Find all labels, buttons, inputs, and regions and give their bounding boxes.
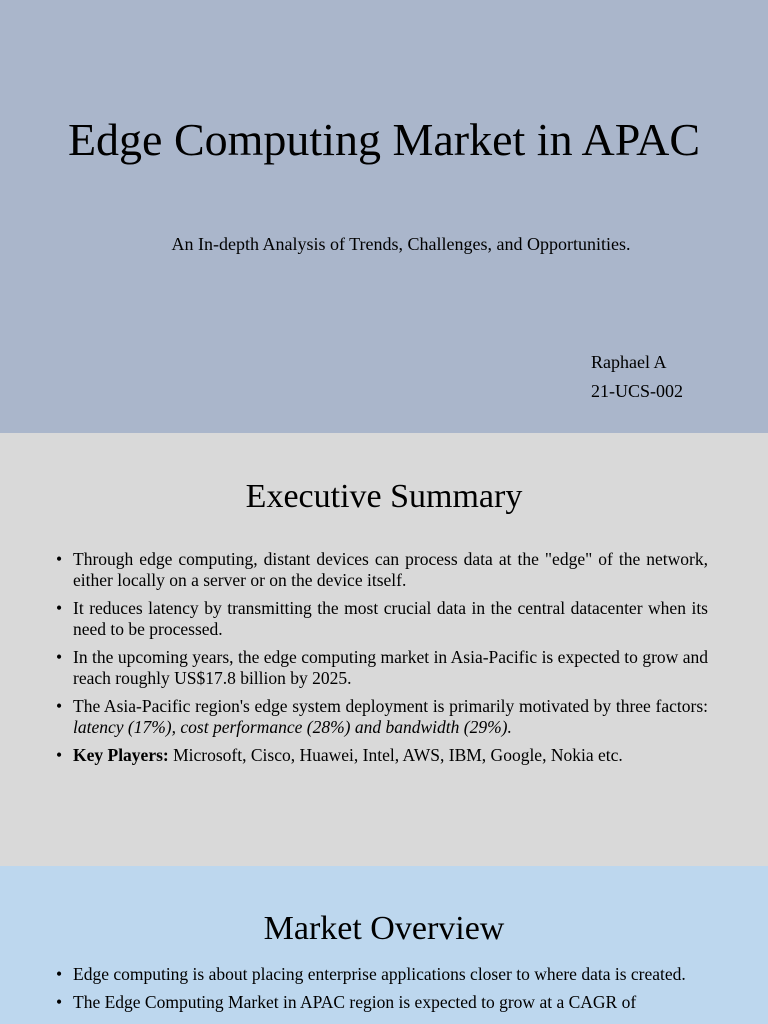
- author-id: 21-UCS-002: [591, 381, 684, 401]
- bullet-list: [56, 964, 708, 1020]
- key-players-label: Key Players:: [73, 745, 169, 765]
- bullet-icon: •: [56, 696, 63, 716]
- list-item: • The Edge Computing Market in APAC region is expected to grow at a CAGR of: [56, 992, 637, 1012]
- presentation-title: Edge Computing Market in APAC: [67, 114, 701, 165]
- bullet-icon: •: [56, 964, 63, 984]
- bullet-list: [56, 549, 708, 773]
- bullet-icon: •: [56, 549, 63, 569]
- bullet-icon: •: [56, 992, 63, 1012]
- slide-title: Executive Summary: [245, 478, 523, 515]
- list-item: • The Asia-Pacific region's edge system deployment is primarily motivated by three factors: latency (17%), cost performance (28%) and bandwidth (29%).: [56, 696, 708, 737]
- list-item: • Edge computing is about placing enterprise applications closer to where data is created.: [56, 964, 686, 984]
- executive-summary-slide: [0, 433, 768, 866]
- market-overview-slide: [0, 866, 768, 1024]
- list-item: • In the upcoming years, the edge computing market in Asia-Pacific is expected to grow and reach roughly US$17.8 billion by 2025.: [56, 647, 708, 688]
- bullet-icon: •: [56, 745, 63, 765]
- list-item: • Key Players: Microsoft, Cisco, Huawei, Intel, AWS, IBM, Google, Nokia etc.: [56, 745, 623, 765]
- list-item: • It reduces latency by transmitting the most crucial data in the central datacenter when its need to be processed.: [56, 598, 708, 639]
- presentation-subtitle: An In-depth Analysis of Trends, Challenges, and Opportunities.: [171, 234, 631, 254]
- factors-italic: latency (17%), cost performance (28%) and bandwidth (29%).: [73, 717, 512, 737]
- slide-title: Market Overview: [263, 910, 505, 947]
- bullet-icon: •: [56, 647, 63, 667]
- title-slide: [0, 0, 768, 433]
- author-name: Raphael A: [591, 352, 667, 372]
- list-item: • Through edge computing, distant devices can process data at the "edge" of the network, either locally on a server or on the device itself.: [56, 549, 708, 590]
- bullet-icon: •: [56, 598, 63, 618]
- author-block: [591, 348, 683, 406]
